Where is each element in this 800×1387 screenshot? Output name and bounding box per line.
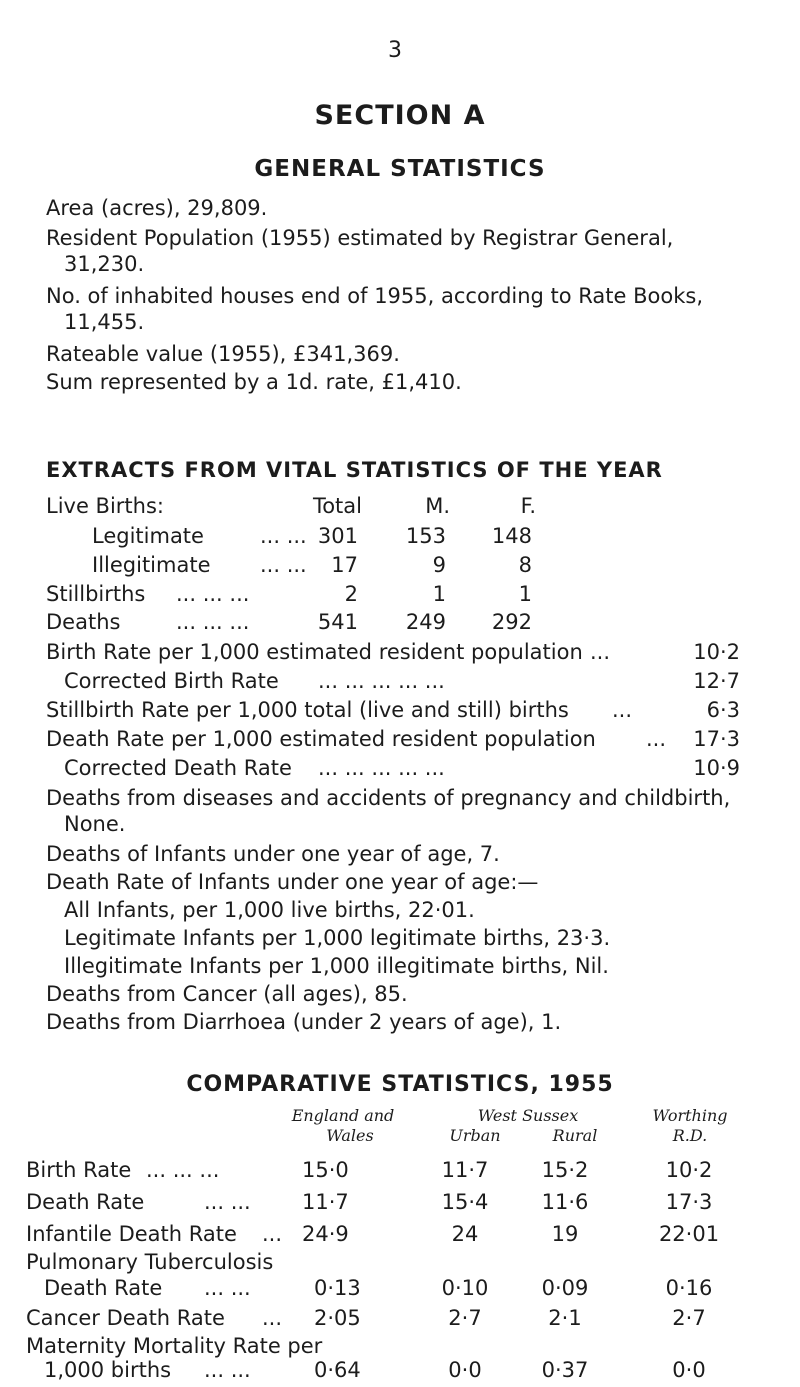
comp-urban: 2·7	[448, 1306, 482, 1330]
header-male: M.	[425, 494, 450, 518]
birth-rate-value: 10·2	[693, 640, 740, 664]
general-statistics-heading: GENERAL STATISTICS	[254, 156, 546, 182]
stillbirths-male: 1	[432, 582, 446, 606]
comp-worthing: 0·0	[672, 1358, 706, 1382]
header-worthing-2: R.D.	[672, 1126, 708, 1145]
header-total: Total	[312, 494, 362, 518]
corrected-death-rate-label: Corrected Death Rate	[64, 756, 292, 780]
stillbirths-female: 1	[518, 582, 532, 606]
leader-dots: ...	[262, 1306, 283, 1330]
header-england-wales-1: England and	[291, 1106, 395, 1125]
comp-label: Cancer Death Rate	[26, 1306, 225, 1330]
comp-urban: 11·7	[441, 1158, 489, 1182]
rate-sum-line: Sum represented by a 1d. rate, £1,410.	[46, 370, 462, 394]
corrected-death-rate-value: 10·9	[693, 756, 740, 780]
leader-dots: ... ... ...	[176, 582, 250, 606]
legitimate-female: 148	[491, 524, 532, 548]
comp-rural: 19	[551, 1222, 579, 1246]
comp-label-line2: Death Rate	[44, 1276, 163, 1300]
leader-dots: ...	[262, 1222, 283, 1246]
header-west-sussex: West Sussex	[477, 1106, 579, 1125]
header-worthing-1: Worthing	[652, 1106, 728, 1125]
comp-eng: 24·9	[302, 1222, 349, 1246]
legitimate-infants-line: Legitimate Infants per 1,000 legitimate births, 23·3.	[64, 926, 611, 950]
infant-death-rate-heading: Death Rate of Infants under one year of age:—	[46, 870, 539, 894]
corrected-birth-rate-label: Corrected Birth Rate	[64, 669, 279, 693]
legitimate-total: 301	[317, 524, 358, 548]
comp-label: Maternity Mortality Rate per	[26, 1334, 323, 1358]
header-england-wales-2: Wales	[326, 1126, 374, 1145]
comp-worthing: 10·2	[665, 1158, 713, 1182]
deaths-female: 292	[491, 610, 532, 634]
comp-worthing: 0·16	[665, 1276, 713, 1300]
legitimate-male: 153	[405, 524, 446, 548]
leader-dots: ... ...	[204, 1190, 251, 1214]
live-births-label: Live Births:	[46, 494, 164, 518]
leader-dots: ... ... ...	[176, 610, 250, 634]
leader-dots: ... ...	[260, 524, 307, 548]
comparative-statistics-heading: COMPARATIVE STATISTICS, 1955	[186, 1072, 614, 1097]
comp-rural: 2·1	[548, 1306, 582, 1330]
stillbirth-rate-value: 6·3	[706, 698, 740, 722]
page-number: 3	[388, 38, 402, 63]
header-urban: Urban	[449, 1126, 501, 1145]
diarrhoea-deaths-line: Deaths from Diarrhoea (under 2 years of age), 1.	[46, 1010, 562, 1034]
area-line: Area (acres), 29,809.	[46, 196, 268, 220]
comp-label: Death Rate	[26, 1190, 145, 1214]
infant-deaths-line: Deaths of Infants under one year of age, 7.	[46, 842, 500, 866]
header-rural: Rural	[552, 1126, 598, 1145]
comp-worthing: 2·7	[672, 1306, 706, 1330]
header-female: F.	[520, 494, 536, 518]
maternal-deaths-value: None.	[64, 812, 126, 836]
comp-label: Birth Rate	[26, 1158, 132, 1182]
comp-worthing: 17·3	[665, 1190, 713, 1214]
illegitimate-female: 8	[518, 553, 532, 577]
leader-dots: ...	[646, 727, 667, 751]
leader-dots: ...	[590, 640, 611, 664]
maternal-deaths-line: Deaths from diseases and accidents of pregnancy and childbirth,	[46, 786, 731, 810]
population-value: 31,230.	[64, 252, 145, 276]
illegitimate-total: 17	[331, 553, 358, 577]
comp-label-line2: 1,000 births	[44, 1358, 172, 1382]
cancer-deaths-line: Deaths from Cancer (all ages), 85.	[46, 982, 408, 1006]
comp-eng: 15·0	[302, 1158, 349, 1182]
illegitimate-infants-line: Illegitimate Infants per 1,000 illegitimate births, Nil.	[64, 954, 609, 978]
birth-rate-label: Birth Rate per 1,000 estimated resident population	[46, 640, 583, 664]
comp-rural: 0·37	[541, 1358, 589, 1382]
population-line: Resident Population (1955) estimated by Registrar General,	[46, 226, 674, 250]
death-rate-value: 17·3	[693, 727, 740, 751]
death-rate-label: Death Rate per 1,000 estimated resident population	[46, 727, 596, 751]
section-title: SECTION A	[314, 100, 486, 131]
comp-eng: 2·05	[314, 1306, 361, 1330]
comp-rural: 0·09	[541, 1276, 589, 1300]
legitimate-label: Legitimate	[92, 524, 204, 548]
leader-dots: ...	[612, 698, 633, 722]
leader-dots: ... ... ... ... ...	[318, 669, 445, 693]
leader-dots: ... ... ...	[146, 1158, 220, 1182]
leader-dots: ... ... ... ... ...	[318, 756, 445, 780]
deaths-total: 541	[317, 610, 358, 634]
comp-rural: 11·6	[541, 1190, 589, 1214]
houses-value: 11,455.	[64, 310, 145, 334]
comp-worthing: 22·01	[658, 1222, 720, 1246]
comp-urban: 0·0	[448, 1358, 482, 1382]
vital-statistics-heading: EXTRACTS FROM VITAL STATISTICS OF THE YEAR	[46, 458, 663, 482]
stillbirth-rate-label: Stillbirth Rate per 1,000 total (live and still) births	[46, 698, 569, 722]
comp-label: Infantile Death Rate	[26, 1222, 237, 1246]
comp-eng: 0·13	[314, 1276, 361, 1300]
leader-dots: ... ...	[260, 553, 307, 577]
all-infants-line: All Infants, per 1,000 live births, 22·01.	[64, 898, 475, 922]
deaths-label: Deaths	[46, 610, 121, 634]
illegitimate-label: Illegitimate	[92, 553, 211, 577]
leader-dots: ... ...	[204, 1276, 251, 1300]
comp-urban: 24	[451, 1222, 479, 1246]
comp-urban: 15·4	[441, 1190, 489, 1214]
comp-eng: 11·7	[302, 1190, 349, 1214]
illegitimate-male: 9	[432, 553, 446, 577]
comp-label: Pulmonary Tuberculosis	[26, 1250, 274, 1274]
houses-line: No. of inhabited houses end of 1955, according to Rate Books,	[46, 284, 704, 308]
comp-urban: 0·10	[441, 1276, 489, 1300]
comp-rural: 15·2	[541, 1158, 589, 1182]
stillbirths-label: Stillbirths	[46, 582, 146, 606]
stillbirths-total: 2	[344, 582, 358, 606]
corrected-birth-rate-value: 12·7	[693, 669, 740, 693]
deaths-male: 249	[405, 610, 446, 634]
leader-dots: ... ...	[204, 1358, 251, 1382]
rateable-value-line: Rateable value (1955), £341,369.	[46, 342, 400, 366]
comp-eng: 0·64	[314, 1358, 361, 1382]
